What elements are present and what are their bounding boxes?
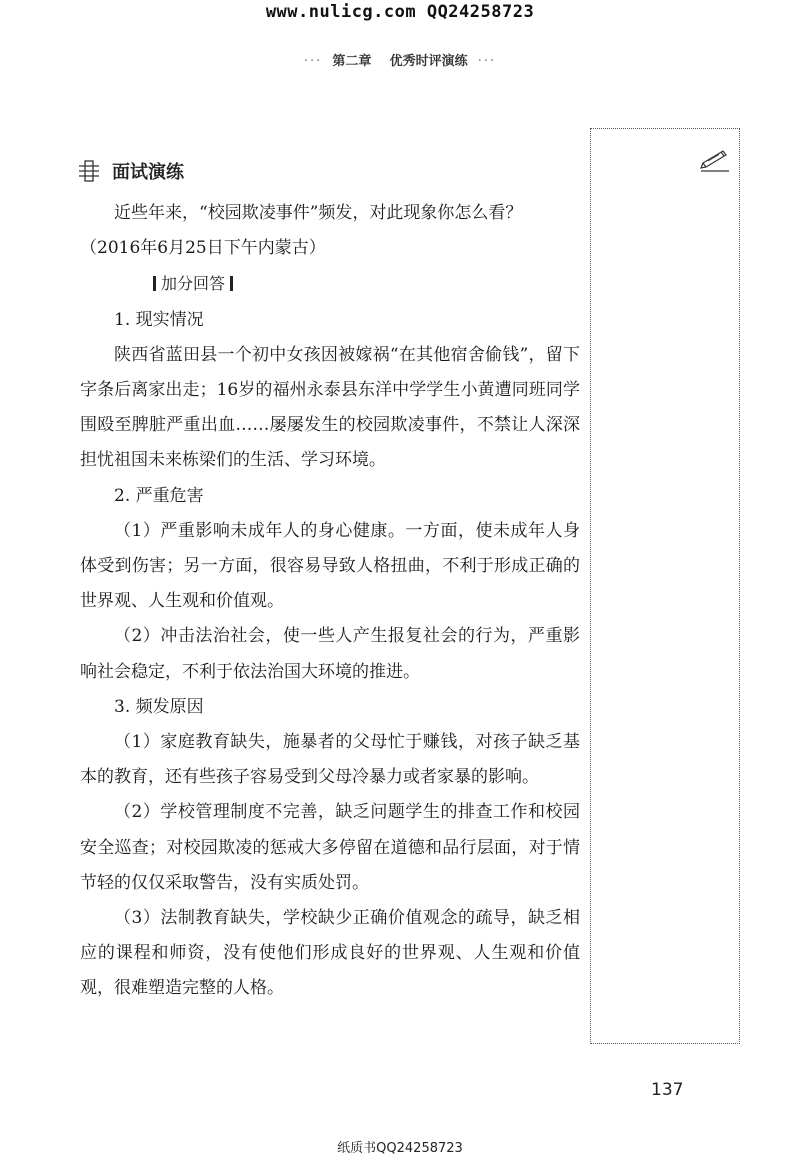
paragraph: 1. 现实情况: [114, 309, 204, 330]
chapter-title: 优秀时评演练: [389, 54, 468, 69]
running-header: [0, 50, 800, 69]
chapter-label: 第二章: [332, 54, 372, 69]
header-dots-left: ···: [303, 54, 323, 69]
header-dots-right: ···: [477, 54, 497, 69]
watermark-bottom: 纸质书QQ24258723: [337, 1141, 463, 1156]
paragraph: （1）家庭教育缺失，施暴者的父母忙于赚钱，对孩子缺乏基本的教育，还有些孩子容易受到父母冷暴力或者家暴的影响。: [80, 732, 580, 788]
pencil-icon: [699, 145, 731, 173]
answer-label-line: [80, 266, 580, 302]
section-heading: [78, 158, 184, 184]
notes-sidebar-box: [590, 128, 740, 1044]
answer-label: 加分回答: [114, 266, 238, 301]
paragraph: 陕西省蓝田县一个初中女孩因被嫁祸“在其他宿舍偷钱”，留下字条后离家出走；16岁的福州永泰县东洋中学学生小黄遭同班同学围殴至脾脏严重出血……屡屡发生的校园欺凌事件，不禁让人深深担忧祖国未来栋梁们的生活、学习环境。: [80, 344, 580, 471]
section-title: 面试演练: [112, 162, 184, 183]
question-text: 近些年来，“校园欺凌事件”频发，对此现象你怎么看？: [114, 203, 523, 223]
paragraph: 2. 严重危害: [114, 485, 204, 506]
paragraph: （1）严重影响未成年人的身心健康。一方面，使未成年人身体受到伤害；另一方面，很容易导致人格扭曲，不利于形成正确的世界观、人生观和价值观。: [80, 520, 580, 612]
question-source: （2016年6月25日下午内蒙古）: [80, 238, 326, 259]
paragraph: （3）法制教育缺失，学校缺少正确价值观念的疏导，缺乏相应的课程和师资，没有使他们形成良好的世界观、人生观和价值观，很难塑造完整的人格。: [80, 908, 580, 999]
watermark-top: www.nulicg.com QQ24258723: [265, 2, 535, 22]
page-number: 137: [651, 1080, 684, 1100]
bookmark-lines-icon: [78, 159, 100, 183]
paragraph: 3. 频发原因: [114, 696, 204, 717]
paragraph: （2）学校管理制度不完善，缺乏问题学生的排查工作和校园安全巡查；对校园欺凌的惩戒大多停留在道德和品行层面，对于情节轻的仅仅采取警告，没有实质处罚。: [80, 802, 580, 893]
paragraph: （2）冲击法治社会，使一些人产生报复社会的行为，严重影响社会稳定，不利于依法治国大环境的推进。: [80, 626, 580, 682]
article-body: [80, 196, 580, 1007]
